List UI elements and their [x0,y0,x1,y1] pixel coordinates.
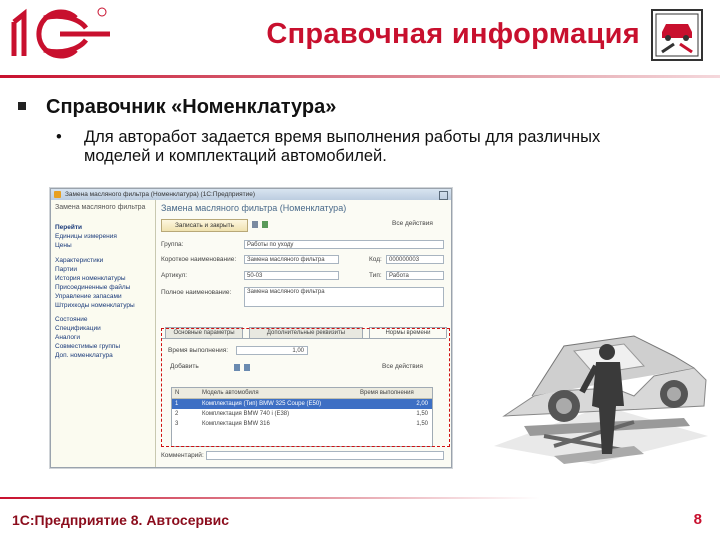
code-label: Код: [369,256,382,263]
row-model: Комплектация BMW 740 i (E38) [202,411,290,417]
row-model: Комплектация BMW 316 [202,421,270,427]
short-name-field[interactable]: Замена масляного фильтра [244,255,339,264]
type-label: Тип: [369,272,382,279]
footer-divider [0,497,540,499]
norm-label: Время выполнения: [168,347,229,354]
app-icon [54,191,61,198]
sidebar-item[interactable]: Присоединенные файлы [55,284,131,291]
article-field[interactable]: 50-03 [244,271,339,280]
sidebar-heading: Замена масляного фильтра [55,204,146,211]
row-time: 1,50 [416,421,428,427]
close-icon[interactable] [439,191,448,200]
sidebar-item[interactable]: Аналоги [55,334,81,341]
bullet-1-text: Справочник «Номенклатура» [46,96,337,118]
app-screenshot [50,188,452,468]
sidebar-item[interactable]: Совместимые группы [55,343,121,350]
column-header: Модель автомобиля [202,390,259,396]
tab-additional-props[interactable]: Дополнительные реквизиты [249,327,363,338]
grid-all-actions[interactable]: Все действия [382,363,423,370]
row-time: 2,00 [416,401,428,407]
sidebar-item[interactable]: Партии [55,266,77,273]
bullet-level-2 [56,128,642,166]
mechanic-illustration [484,296,710,466]
column-header: Время выполнения [360,390,414,396]
sidebar-item[interactable]: Единицы измерения [55,233,117,240]
bullet-2-marker: • [56,128,62,146]
sidebar [51,200,156,467]
highlight-frame [161,328,450,447]
window-title: Замена масляного фильтра (Номенклатура) (1С:Предприятие) [65,191,256,198]
sidebar-item[interactable]: Управление запасами [55,293,122,300]
sidebar-item[interactable]: Цены [55,242,72,249]
car-service-icon [650,8,704,62]
save-icon[interactable] [252,221,258,228]
row-number: 3 [175,421,179,427]
sidebar-item[interactable]: Штрихкоды номенклатуры [55,302,135,309]
sidebar-item[interactable]: Характеристики [55,257,104,264]
full-name-label: Полное наименование: [161,289,232,296]
footer-text: 1С:Предприятие 8. Автосервис [12,512,230,528]
group-label: Группа: [161,241,184,248]
group-field[interactable]: Работы по уходу [244,240,444,249]
type-field[interactable]: Работа [386,271,444,280]
sidebar-item[interactable]: Доп. номенклатура [55,352,113,359]
grid-add-button[interactable]: Добавить [170,363,199,370]
form-title: Замена масляного фильтра (Номенклатура) [161,203,347,213]
square-bullet-icon [18,102,26,110]
tab-main-parameters[interactable]: Основные параметры [165,327,243,338]
comment-label: Комментарий: [161,452,204,459]
short-name-label: Короткое наименование: [161,256,237,263]
full-name-field[interactable]: Замена масляного фильтра [244,287,444,307]
all-actions-menu[interactable]: Все действия [392,220,433,227]
row-model: Комплектация (Тип) BMW 325 Coupe (E50) [202,401,322,407]
bullet-level-1 [18,96,336,119]
code-field[interactable]: 000000003 [386,255,444,264]
tab-time-norms[interactable]: Нормы времени [369,327,447,338]
window-titlebar [51,189,451,200]
header-divider [0,75,720,78]
row-time: 1,50 [416,411,428,417]
refresh-icon[interactable] [262,221,268,228]
form-area [156,200,451,467]
sidebar-section-go: Перейти [55,224,83,231]
comment-field[interactable] [206,451,444,460]
sidebar-item[interactable]: Состояние [55,316,88,323]
sidebar-item[interactable]: Спецификации [55,325,101,332]
write-close-button[interactable]: Записать и закрыть [161,219,248,232]
column-header: N [175,390,180,396]
norm-field[interactable]: 1,00 [236,346,308,355]
article-label: Артикул: [161,272,188,279]
row-number: 1 [175,401,179,407]
bullet-2-text: Для авторабот задается время выполнения работы для различных моделей и комплектаций автомобилей. [84,128,601,165]
1c-logo [6,4,116,62]
sidebar-item[interactable]: История номенклатуры [55,275,126,282]
row-number: 2 [175,411,179,417]
page-number: 8 [693,511,702,528]
slide-title: Справочная информация [266,18,640,50]
